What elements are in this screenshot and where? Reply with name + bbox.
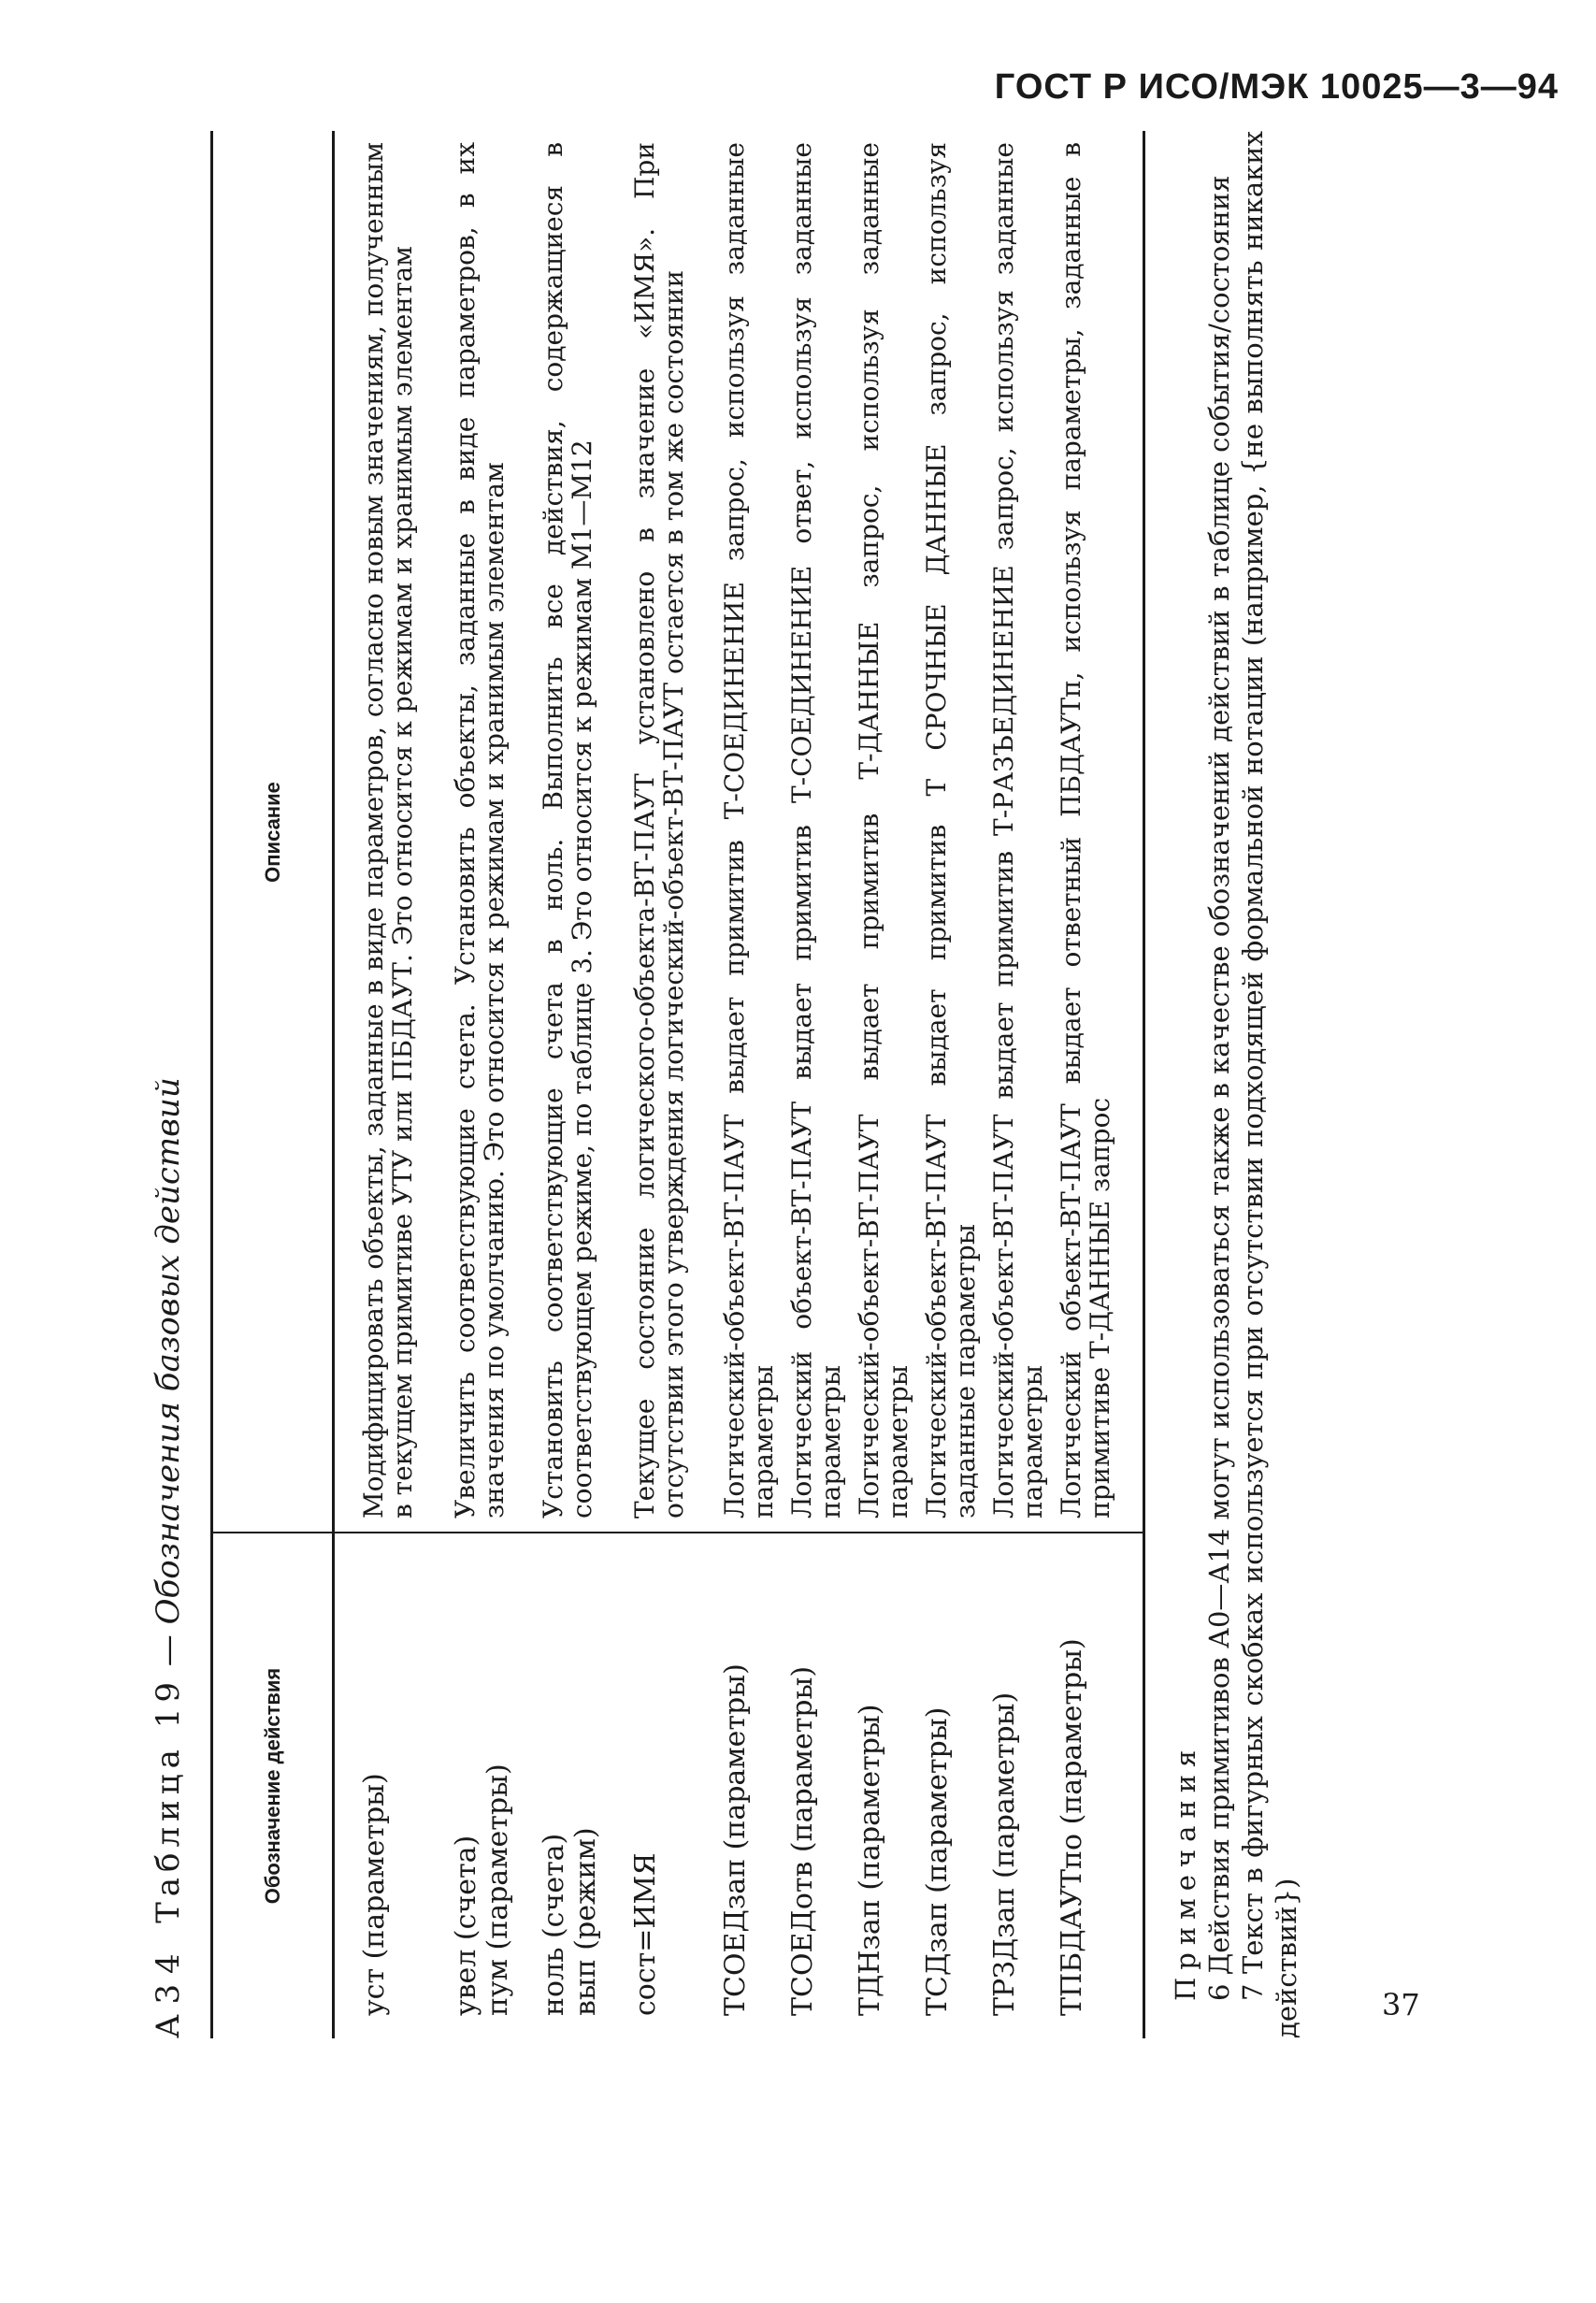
action-code: ТСОЕДотв (параметры) (786, 1665, 819, 2016)
action-code: уст (параметры) (358, 1773, 391, 2016)
note-item: 6 Действия примитивов А0—А14 могут использоваться также в качестве обозначений действий в таблице события/состояния (1203, 175, 1235, 2001)
action-code-cell (539, 1533, 602, 2038)
action-description: Увеличить соответствующие счета. Установить объекты, заданные в виде параметров, в их значения по умолчанию. Это относится к режимам и хранимым элементам (450, 142, 510, 1519)
notes-heading: Примечания (1170, 1742, 1201, 2001)
action-description: Логический объект-ВТ-ПАУТ выдает примитив Т-СОЕДИНЕНИЕ ответ, используя заданные параметры (786, 142, 846, 1519)
table-header (213, 131, 335, 2038)
action-code-cell (989, 1533, 1021, 2038)
action-code-cell (922, 1533, 954, 2038)
table-label: Таблица 19 (150, 1677, 187, 1923)
action-description: Логический объект-ВТ-ПАУТ выдает ответный ПБДАУТп, используя параметры, заданные в примитиве Т-ДАННЫЕ запрос (1056, 142, 1115, 1519)
page-number: 37 (1382, 1987, 1420, 2022)
action-code: вып (режим) (569, 1827, 602, 2016)
action-code: увел (счета) (450, 1835, 482, 2016)
action-code: сост=ИМЯ (629, 1852, 662, 2016)
action-description: Логический-объект-ВТ-ПАУТ выдает примитив Т СРОЧНЫЕ ДАННЫЕ запрос, используя заданные параметры (921, 142, 981, 1519)
column-header-code: Обозначение действия (260, 1667, 284, 1905)
action-description: Текущее состояние логического-объекта-ВТ-ПАУТ установлено в значение «ИМЯ». При отсутствии этого утверждения логический-объект-ВТ-ПАУТ остается в том же состоянии (629, 142, 689, 1519)
table-section-number: А 3 4 (150, 1953, 187, 2038)
action-code-cell (451, 1533, 514, 2038)
action-code: ТСДзап (параметры) (921, 1706, 954, 2016)
notes (1169, 131, 1303, 2038)
action-description: Логический-объект-ВТ-ПАУТ выдает примитив Т-СОЕДИНЕНИЕ запрос, используя заданные параметры (719, 142, 779, 1519)
action-code-cell (1057, 1533, 1088, 2038)
table-caption (140, 131, 196, 2038)
action-code: ноль (счета) (538, 1833, 570, 2016)
action-code-cell (359, 1533, 391, 2038)
action-description: Установить соответствующие счета в ноль. Выполнить все действия, содержащиеся в соответствующем режиме, по таблице 3. Это относится к режимам М1—М12 (538, 142, 597, 1519)
action-description: Логический-объект-ВТ-ПАУТ выдает примитив Т-РАЗЪЕДИНЕНИЕ запрос, используя заданные параметры (988, 142, 1048, 1519)
action-code-cell (787, 1533, 819, 2038)
rotated-content (140, 131, 1431, 2038)
standard-header: ГОСТ Р ИСО/МЭК 10025—3—94 (994, 67, 1559, 107)
action-code: ТРЗДзап (параметры) (988, 1691, 1021, 2016)
action-description: Модифицировать объекты, заданные в виде параметров, согласно новым значениям, полученным в текущем примитиве УТУ или ПБДАУТ. Это относится к режимам и хранимым элементам (358, 142, 418, 1519)
action-code-cell (630, 1533, 662, 2038)
action-code-cell (855, 1533, 886, 2038)
note-item: 7 Текст в фигурных скобках используется при отсутствии подходящей формальной нотации (например, {не выполнять никаких действий}) (1237, 131, 1302, 2038)
action-code: ТДНзап (параметры) (854, 1704, 886, 2016)
table-body (335, 131, 1145, 2038)
table-title: — Обозначения базовых действий (150, 1077, 187, 1667)
column-header-description: Описание (260, 782, 284, 883)
action-code: пум (параметры) (482, 1763, 514, 2016)
action-code: ТСОЕДзап (параметры) (719, 1663, 752, 2016)
action-code-cell (720, 1533, 752, 2038)
action-description: Логический-объект-ВТ-ПАУТ выдает примитив Т-ДАННЫЕ запрос, используя заданные параметры (854, 142, 913, 1519)
action-code: ТПБДАУТпо (параметры) (1056, 1638, 1088, 2016)
actions-table (210, 131, 1145, 2038)
